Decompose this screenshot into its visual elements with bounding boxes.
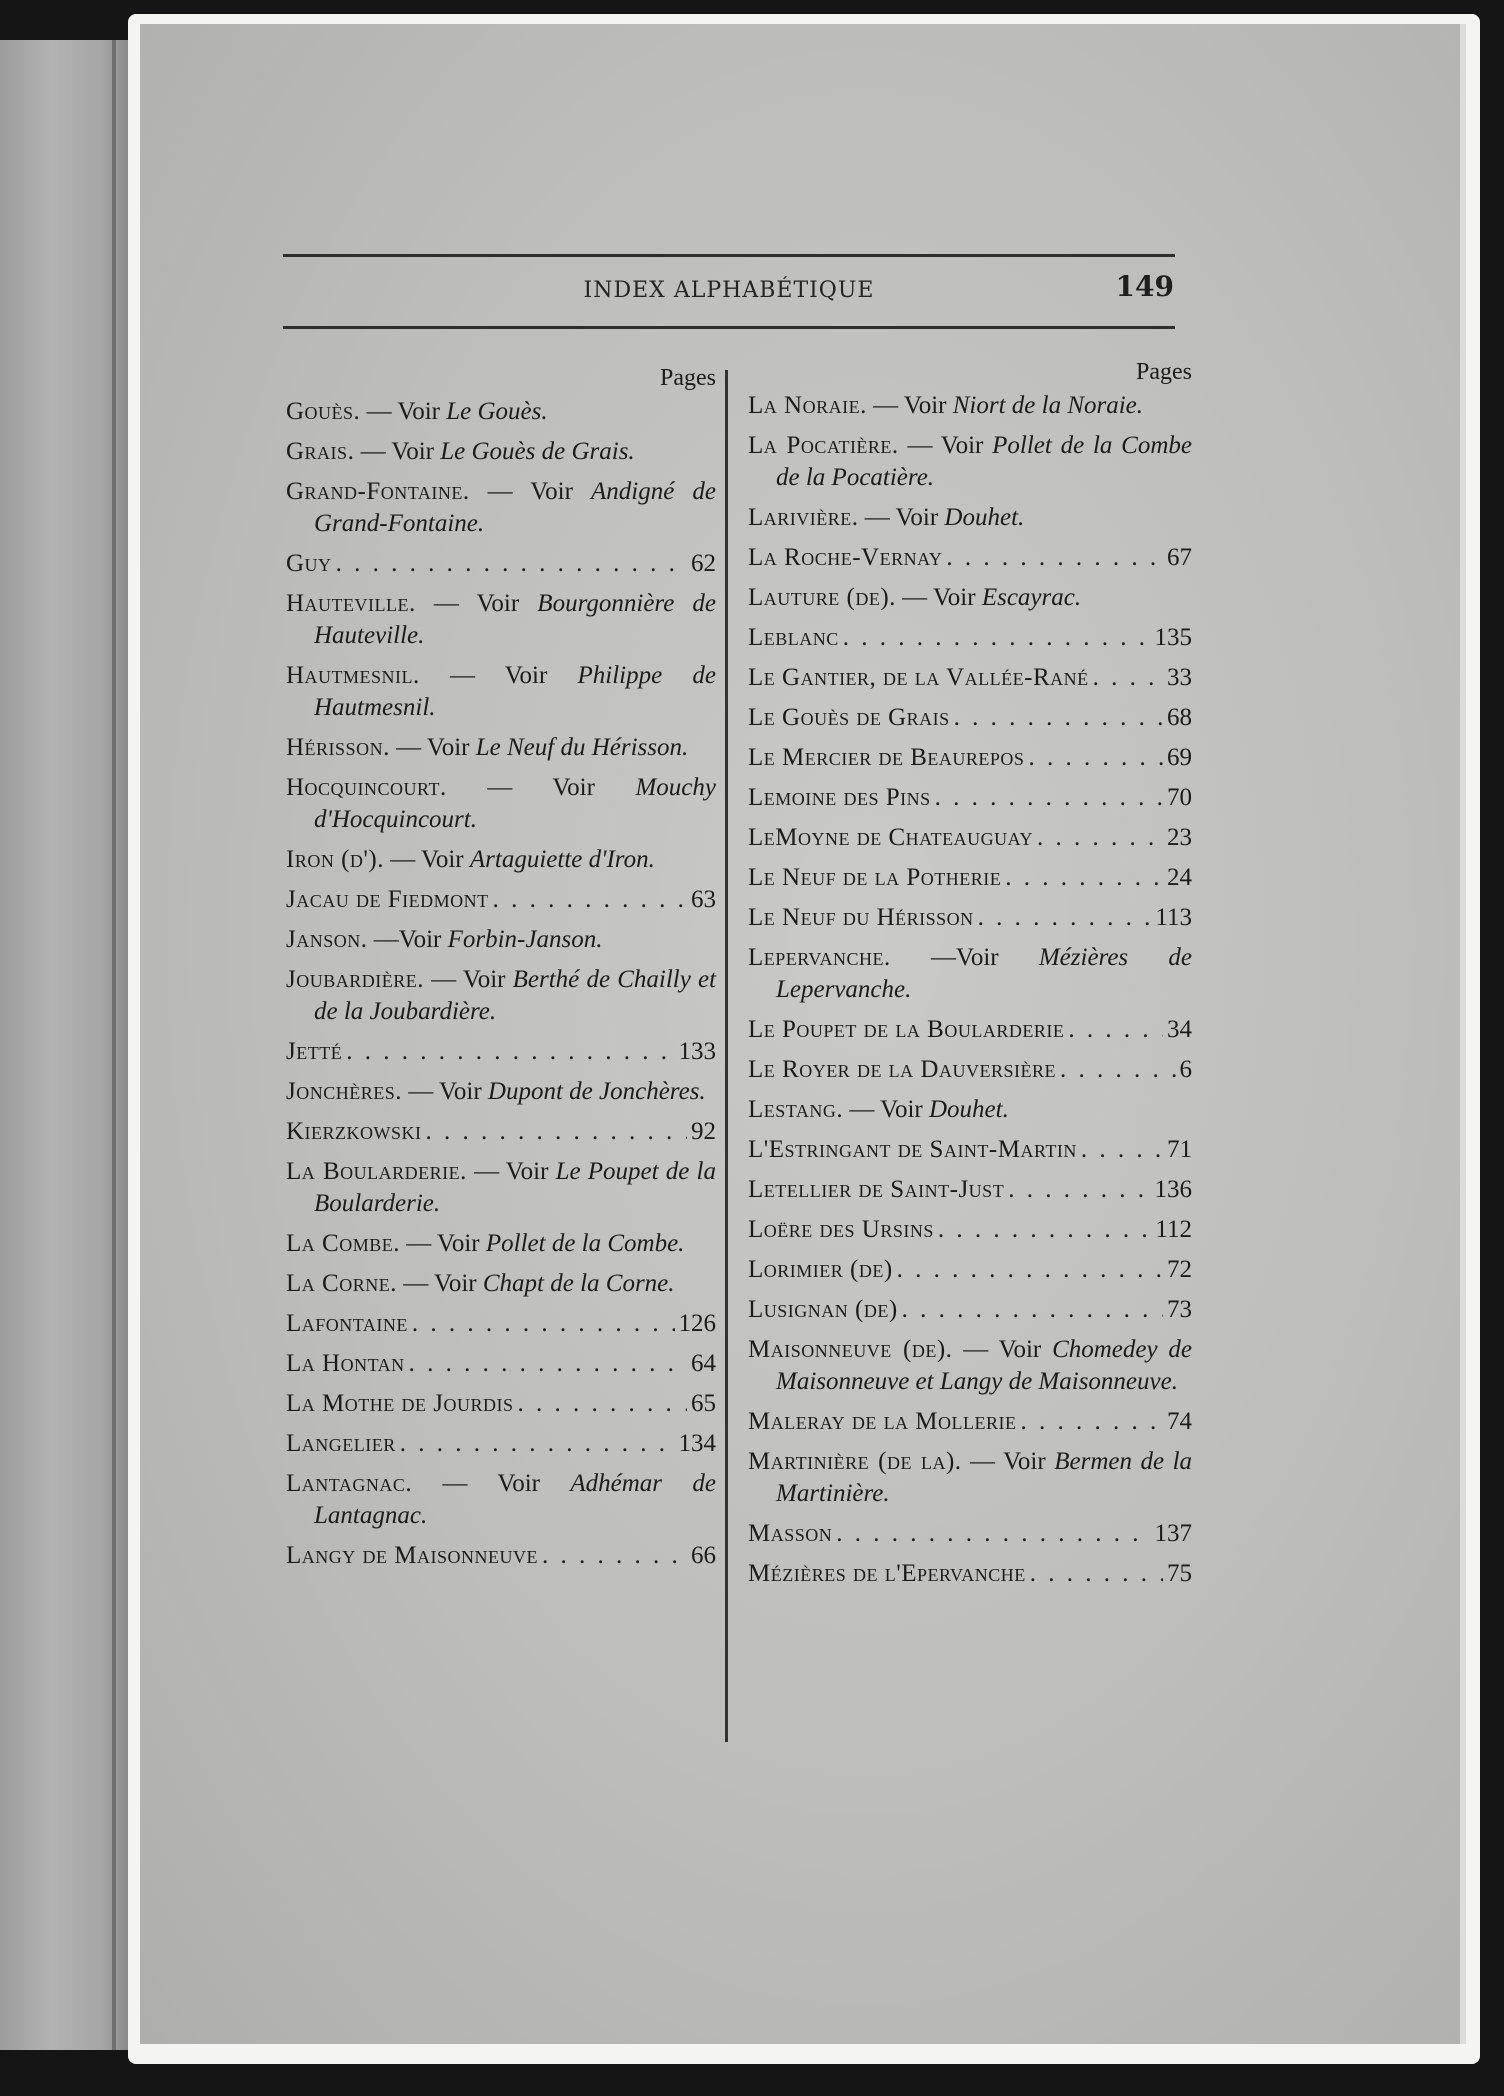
entry-page-number: 62 — [691, 550, 716, 577]
dot-leader — [938, 1214, 1152, 1246]
entry-name: La Pocatière. — [748, 432, 899, 459]
dot-leader — [954, 702, 1163, 734]
entry-page-number: 70 — [1167, 784, 1192, 811]
entry-reference: Dupont de Jonchères. — [487, 1078, 706, 1105]
entry-see-also: — Voir — [902, 584, 976, 611]
entry-name: Grand-Fontaine. — [286, 478, 470, 505]
entry-name: Masson — [748, 1520, 833, 1547]
dot-leader — [1028, 742, 1163, 774]
entry-reference: Douhet. — [944, 504, 1025, 531]
entry-reference: Le Poupet de la Boularderie. — [314, 1158, 717, 1217]
index-entry — [286, 772, 716, 836]
entry-name: Iron (d'). — [286, 846, 384, 873]
entry-see-also: — Voir — [963, 1336, 1042, 1363]
entry-see-also: — Voir — [442, 1470, 540, 1497]
entry-name: La Combe. — [286, 1230, 400, 1257]
index-entry-list-left — [286, 396, 716, 1572]
entry-reference: Chapt de la Corne. — [482, 1270, 675, 1297]
entry-name: La Noraie. — [748, 392, 867, 419]
entry-name: La Mothe de Jourdis — [286, 1390, 514, 1417]
entry-name: Letellier de Saint-Just — [748, 1176, 1005, 1203]
entry-name: Kierzkowski — [286, 1118, 422, 1145]
entry-name: La Hontan — [286, 1350, 405, 1377]
index-entry — [286, 476, 716, 540]
entry-see-also: — Voir — [970, 1448, 1046, 1475]
entry-name: Martinière (de la). — [748, 1448, 962, 1475]
entry-name: Le Royer de la Dauversière — [748, 1056, 1056, 1083]
entry-name: Maleray de la Mollerie — [748, 1408, 1017, 1435]
index-entry — [286, 1348, 716, 1380]
entry-reference: Mézières de Lepervanche. — [776, 944, 1192, 1003]
dot-leader — [1081, 1134, 1163, 1166]
index-entry — [286, 924, 716, 956]
index-entry — [748, 782, 1192, 814]
entry-page-number: 74 — [1167, 1408, 1192, 1435]
entry-page-number: 33 — [1167, 664, 1192, 691]
entry-see-also: — Voir — [360, 438, 434, 465]
entry-name: Lafontaine — [286, 1310, 408, 1337]
entry-name: Jacau de Fiedmont — [286, 886, 489, 913]
entry-page-number: 68 — [1167, 704, 1192, 731]
entry-name: L'Estringant de Saint-Martin — [748, 1136, 1077, 1163]
index-entry — [748, 1334, 1192, 1398]
dot-leader — [897, 1254, 1163, 1286]
pages-column-label: Pages — [660, 365, 716, 391]
entry-name: Maisonneuve (de). — [748, 1336, 953, 1363]
entry-reference: Le Gouès de Grais. — [440, 438, 635, 465]
entry-name: Jonchères. — [286, 1078, 402, 1105]
index-entry-list-right — [748, 390, 1192, 1590]
entry-page-number: 92 — [691, 1118, 716, 1145]
entry-name: Le Poupet de la Boularderie — [748, 1016, 1065, 1043]
index-entry — [748, 582, 1192, 614]
index-entry — [748, 1294, 1192, 1326]
entry-see-also: —Voir — [373, 926, 442, 953]
index-entry — [286, 964, 716, 1028]
index-entry — [286, 1156, 716, 1220]
dot-leader — [1093, 662, 1163, 694]
entry-name: Hérisson. — [286, 734, 390, 761]
entry-name: Hauteville. — [286, 590, 416, 617]
entry-page-number: 75 — [1167, 1560, 1192, 1587]
entry-name: Hautmesnil. — [286, 662, 420, 689]
index-entry — [286, 436, 716, 468]
index-entry — [286, 396, 716, 428]
index-entry — [286, 844, 716, 876]
entry-reference: Philippe de Hautmesnil. — [314, 662, 716, 721]
dot-leader — [902, 1294, 1163, 1326]
dot-leader — [493, 884, 687, 916]
index-entry — [748, 542, 1192, 574]
entry-reference: Niort de la Noraie. — [952, 392, 1144, 419]
entry-name: Jetté — [286, 1038, 343, 1065]
index-entry — [286, 588, 716, 652]
index-entry — [286, 1116, 716, 1148]
header-rule-bottom — [283, 326, 1175, 329]
entry-see-also: —Voir — [931, 944, 999, 971]
column-divider — [725, 370, 728, 1742]
entry-page-number: 34 — [1167, 1016, 1192, 1043]
entry-page-number: 69 — [1167, 744, 1192, 771]
entry-see-also: — Voir — [408, 1078, 482, 1105]
entry-see-also: — Voir — [406, 1230, 480, 1257]
index-entry — [286, 660, 716, 724]
entry-name: Lauture (de). — [748, 584, 896, 611]
entry-see-also: — Voir — [487, 478, 573, 505]
pages-column-label: Pages — [1136, 359, 1192, 385]
dot-leader — [409, 1348, 687, 1380]
entry-name: Mézières de l'Epervanche — [748, 1560, 1026, 1587]
entry-name: Lemoine des Pins — [748, 784, 931, 811]
index-entry — [748, 1406, 1192, 1438]
entry-page-number: 126 — [678, 1310, 716, 1337]
entry-page-number: 112 — [1155, 1216, 1192, 1243]
index-entry — [748, 1134, 1192, 1166]
entry-name: Gouès. — [286, 398, 361, 425]
index-entry — [286, 1308, 716, 1340]
entry-name: La Roche-Vernay — [748, 544, 943, 571]
dot-leader — [1021, 1406, 1163, 1438]
dot-leader — [426, 1116, 687, 1148]
index-entry — [748, 702, 1192, 734]
index-entry — [286, 884, 716, 916]
index-entry — [748, 742, 1192, 774]
index-entry — [748, 1094, 1192, 1126]
entry-name: La Corne. — [286, 1270, 397, 1297]
entry-reference: Pollet de la Combe de la Pocatière. — [776, 432, 1193, 491]
entry-reference: Le Gouès. — [446, 398, 548, 425]
dot-leader — [1060, 1054, 1176, 1086]
entry-name: La Boularderie. — [286, 1158, 467, 1185]
entry-reference: Douhet. — [928, 1096, 1009, 1123]
page-number: 149 — [1115, 270, 1174, 303]
index-entry — [748, 1254, 1192, 1286]
entry-name: Loëre des Ursins — [748, 1216, 934, 1243]
index-entry — [748, 1174, 1192, 1206]
entry-see-also: — Voir — [474, 1158, 549, 1185]
dot-leader — [542, 1540, 687, 1572]
entry-page-number: 6 — [1179, 1056, 1192, 1083]
entry-reference: Bermen de la Martinière. — [776, 1448, 1193, 1507]
entry-page-number: 73 — [1167, 1296, 1192, 1323]
dot-leader — [978, 902, 1152, 934]
index-entry — [286, 1540, 716, 1572]
index-entry — [748, 1558, 1192, 1590]
index-entry — [286, 732, 716, 764]
dot-leader — [1037, 822, 1163, 854]
entry-see-also: — Voir — [433, 590, 520, 617]
entry-page-number: 136 — [1154, 1176, 1192, 1203]
entry-name: Le Neuf du Hérisson — [748, 904, 974, 931]
dot-leader — [946, 542, 1163, 574]
entry-name: Hocquincourt. — [286, 774, 447, 801]
dot-leader — [836, 1518, 1150, 1550]
entry-name: Leblanc — [748, 624, 839, 651]
entry-page-number: 72 — [1167, 1256, 1192, 1283]
dot-leader — [843, 622, 1151, 654]
dot-leader — [346, 1036, 674, 1068]
entry-reference: Escayrac. — [981, 584, 1082, 611]
book-spine-line — [112, 40, 116, 2050]
dot-leader — [1030, 1558, 1163, 1590]
index-entry — [748, 1214, 1192, 1246]
entry-name: Langy de Maisonneuve — [286, 1542, 538, 1569]
entry-name: Lepervanche. — [748, 944, 891, 971]
entry-name: Grais. — [286, 438, 355, 465]
index-entry — [748, 1518, 1192, 1550]
index-entry — [748, 862, 1192, 894]
dot-leader — [1068, 1014, 1163, 1046]
entry-reference: Forbin-Janson. — [447, 926, 603, 953]
entry-see-also: — Voir — [487, 774, 595, 801]
entry-reference: Bourgonnière de Hauteville. — [314, 590, 717, 649]
entry-name: Le Neuf de la Potherie — [748, 864, 1002, 891]
index-entry — [748, 822, 1192, 854]
dot-leader — [1005, 862, 1163, 894]
entry-name: Larivière. — [748, 504, 859, 531]
entry-reference: Pollet de la Combe. — [485, 1230, 685, 1257]
entry-page-number: 67 — [1167, 544, 1192, 571]
entry-name: Langelier — [286, 1430, 396, 1457]
index-entry — [748, 390, 1192, 422]
index-entry — [748, 502, 1192, 534]
index-entry — [748, 942, 1192, 1006]
index-entry — [748, 662, 1192, 694]
entry-reference: Le Neuf du Hérisson. — [475, 734, 689, 761]
index-entry — [286, 1388, 716, 1420]
entry-see-also: — Voir — [403, 1270, 477, 1297]
entry-name: LeMoyne de Chateauguay — [748, 824, 1033, 851]
dot-leader — [412, 1308, 675, 1340]
entry-reference: Andigné de Grand-Fontaine. — [314, 478, 717, 537]
entry-see-also: — Voir — [864, 504, 939, 531]
index-entry — [286, 1076, 716, 1108]
index-entry — [748, 1014, 1192, 1046]
entry-see-also: — Voir — [849, 1096, 923, 1123]
index-entry — [748, 902, 1192, 934]
entry-name: Lusignan (de) — [748, 1296, 898, 1323]
index-entry — [748, 622, 1192, 654]
index-entry — [286, 1228, 716, 1260]
entry-page-number: 135 — [1154, 624, 1192, 651]
entry-see-also: — Voir — [390, 846, 464, 873]
entry-name: Joubardière. — [286, 966, 424, 993]
entry-see-also: — Voir — [396, 734, 470, 761]
entry-reference: Artaguiette d'Iron. — [469, 846, 655, 873]
entry-page-number: 63 — [691, 886, 716, 913]
entry-page-number: 24 — [1167, 864, 1192, 891]
index-entry — [286, 1268, 716, 1300]
entry-name: Lorimier (de) — [748, 1256, 893, 1283]
entry-name: Le Mercier de Beaurepos — [748, 744, 1025, 771]
index-column-left — [286, 362, 716, 1580]
dot-leader — [1008, 1174, 1150, 1206]
dot-leader — [517, 1388, 687, 1420]
entry-see-also: — Voir — [907, 432, 984, 459]
entry-page-number: 113 — [1155, 904, 1192, 931]
entry-page-number: 71 — [1167, 1136, 1192, 1163]
book-cover-edge — [0, 40, 128, 2050]
index-entry — [286, 1428, 716, 1460]
header-rule-top — [283, 254, 1175, 257]
entry-name: Guy — [286, 550, 332, 577]
entry-reference: Mouchy d'Hocquincourt. — [314, 774, 717, 833]
index-column-right — [748, 356, 1192, 1598]
index-entry — [286, 1036, 716, 1068]
entry-name: Le Gantier, de la Vallée-Rané — [748, 664, 1089, 691]
index-entry — [286, 1468, 716, 1532]
entry-page-number: 134 — [678, 1430, 716, 1457]
index-entry — [748, 1446, 1192, 1510]
entry-reference: Berthé de Chailly et de la Joubardière. — [314, 966, 717, 1025]
entry-see-also: — Voir — [366, 398, 440, 425]
entry-name: Lantagnac. — [286, 1470, 413, 1497]
dot-leader — [336, 548, 687, 580]
entry-name: Janson. — [286, 926, 368, 953]
entry-see-also: — Voir — [449, 662, 548, 689]
entry-reference: Adhémar de Lantagnac. — [314, 1470, 717, 1529]
dot-leader — [400, 1428, 675, 1460]
entry-page-number: 137 — [1154, 1520, 1192, 1547]
entry-page-number: 23 — [1167, 824, 1192, 851]
index-entry — [286, 548, 716, 580]
entry-page-number: 133 — [678, 1038, 716, 1065]
entry-name: Lestang. — [748, 1096, 844, 1123]
running-header-title: INDEX ALPHABÉTIQUE — [583, 278, 875, 303]
entry-name: Le Gouès de Grais — [748, 704, 950, 731]
entry-page-number: 64 — [691, 1350, 716, 1377]
entry-reference: Chomedey de Maisonneuve et Langy de Maisonneuve. — [776, 1336, 1193, 1395]
index-entry — [748, 430, 1192, 494]
entry-page-number: 65 — [691, 1390, 716, 1417]
entry-see-also: — Voir — [873, 392, 947, 419]
entry-page-number: 66 — [691, 1542, 716, 1569]
dot-leader — [935, 782, 1163, 814]
index-entry — [748, 1054, 1192, 1086]
entry-see-also: — Voir — [431, 966, 506, 993]
